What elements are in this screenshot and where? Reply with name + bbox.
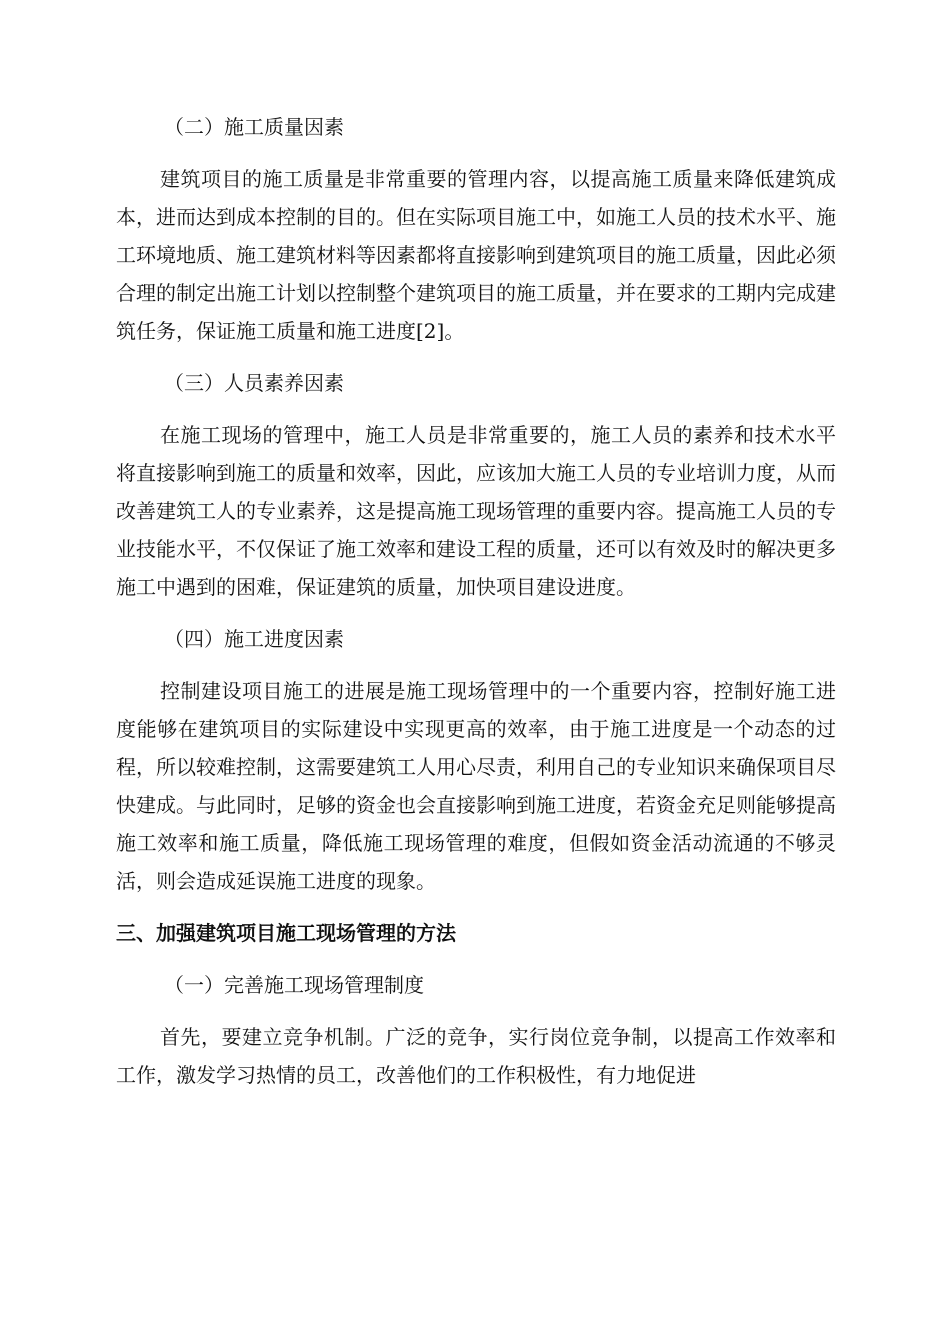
section-heading-system: （一）完善施工现场管理制度 (164, 973, 424, 997)
paragraph-progress: 控制建设项目施工的进展是施工现场管理中的一个重要内容，控制好施工进度能够在建筑项目的实际建设中实现更高的效率，由于施工进度是一个动态的过程，所以较难控制，这需要建筑工人用心尽责，利用自己的专业知识来确保项目尽快建成。与此同时，足够的资金也会直接影响到施工进度，若资金充足则能够提高施工效率和施工质量，降低施工现场管理的难度，但假如资金活动流通的不够灵活，则会造成延误施工进度的现象。 (116, 679, 836, 893)
section-heading-personnel: （三）人员素养因素 (164, 371, 344, 395)
section-heading-quality: （二）施工质量因素 (164, 115, 344, 139)
document-page (116, 108, 836, 1108)
section-heading-progress: （四）施工进度因素 (164, 627, 344, 651)
paragraph-quality: 建筑项目的施工质量是非常重要的管理内容，以提高施工质量来降低建筑成本，进而达到成本控制的目的。但在实际项目施工中，如施工人员的技术水平、施工环境地质、施工建筑材料等因素都将直接影响到建筑项目的施工质量，因此必须合理的制定出施工计划以控制整个建筑项目的施工质量，并在要求的工期内完成建筑任务，保证施工质量和施工进度[2]。 (116, 167, 836, 343)
chapter-heading: 三、加强建筑项目施工现场管理的方法 (116, 921, 456, 945)
paragraph-system: 首先，要建立竞争机制。广泛的竞争，实行岗位竞争制，以提高工作效率和工作，激发学习热情的员工，改善他们的工作积极性，有力地促进 (116, 1025, 836, 1087)
paragraph-personnel: 在施工现场的管理中，施工人员是非常重要的，施工人员的素养和技术水平将直接影响到施工的质量和效率，因此，应该加大施工人员的专业培训力度，从而改善建筑工人的专业素养，这是提高施工现场管理的重要内容。提高施工人员的专业技能水平，不仅保证了施工效率和建设工程的质量，还可以有效及时的解决更多施工中遇到的困难，保证建筑的质量，加快项目建设进度。 (116, 423, 836, 599)
